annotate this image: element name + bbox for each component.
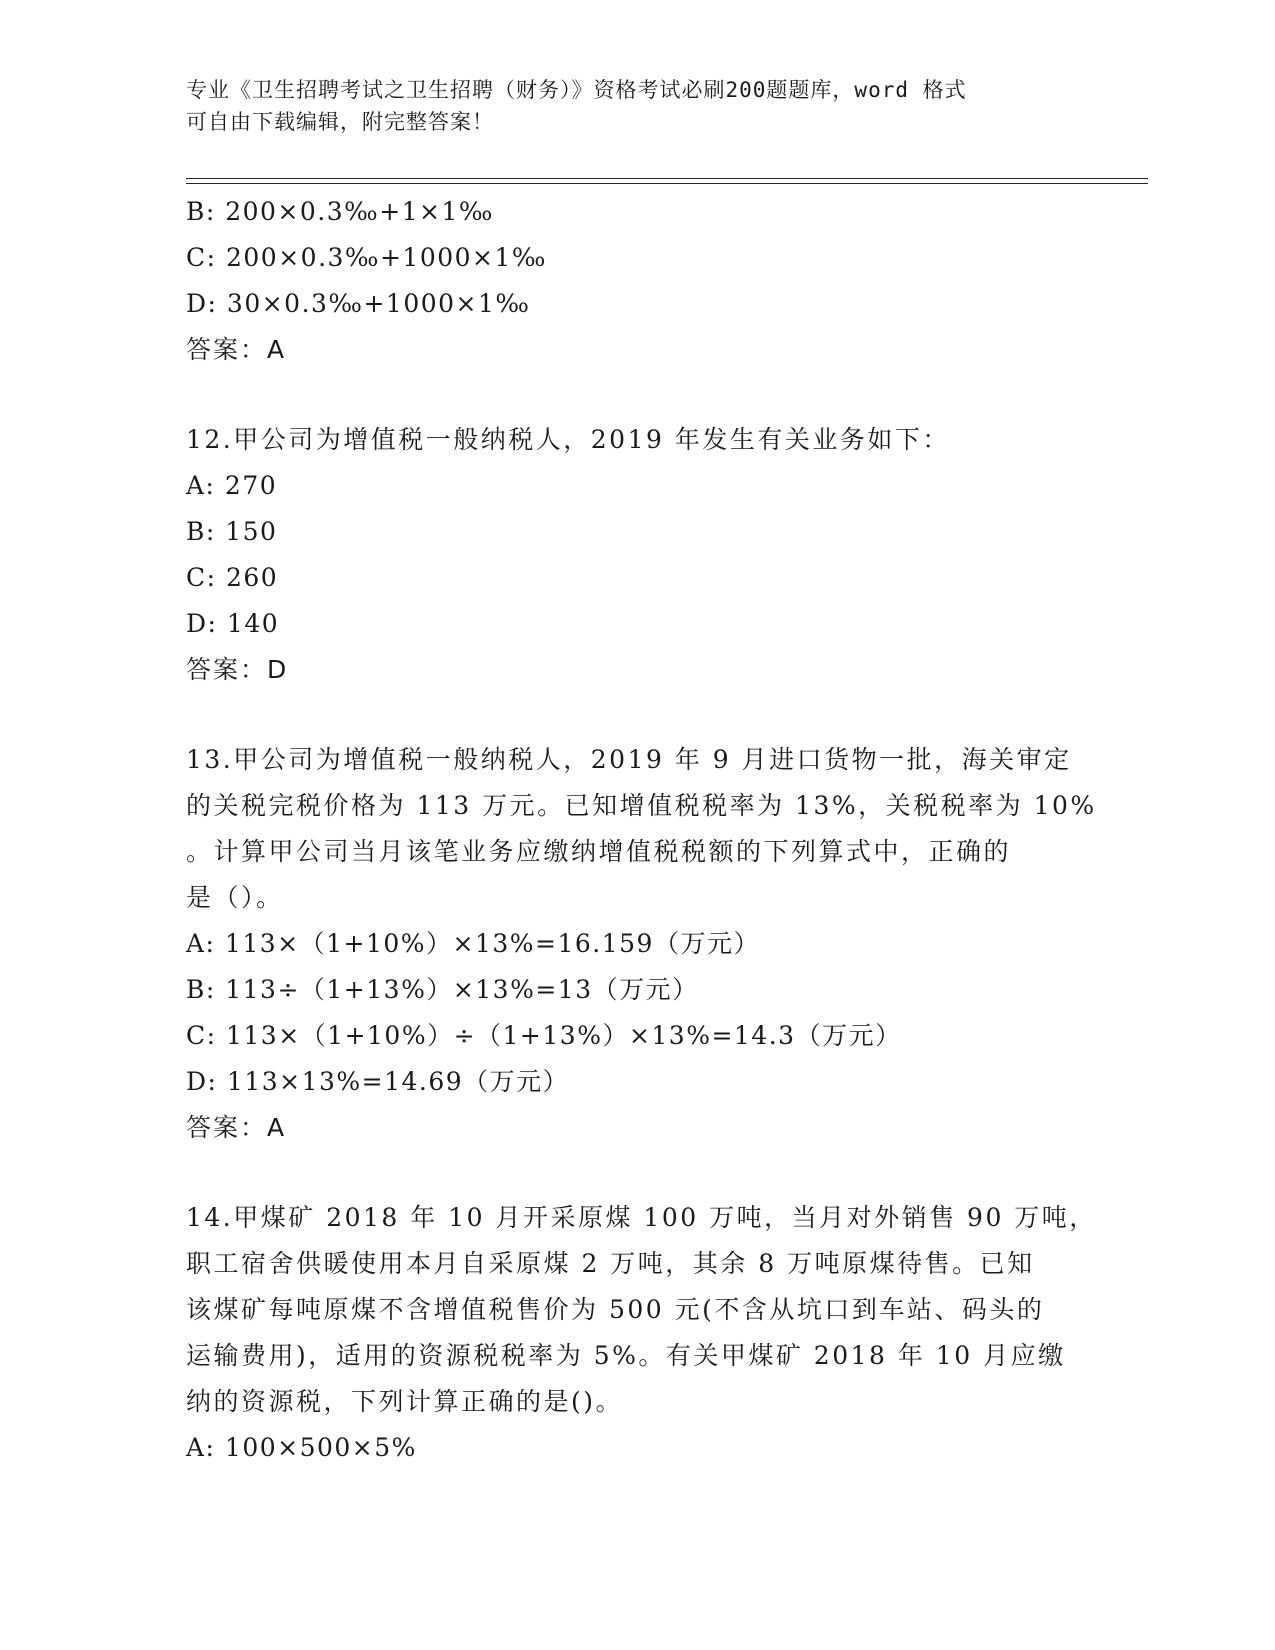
- header-divider-top: [186, 178, 1148, 179]
- q13-stem-line-1: 13.甲公司为增值税一般纳税人，2019 年 9 月进口货物一批，海关审定: [186, 745, 1072, 774]
- q13-option-c: C: 113×（1+10%）÷（1+13%）×13%=14.3（万元）: [186, 1021, 902, 1050]
- q14-stem-line-4: 运输费用)，适用的资源税税率为 5%。有关甲煤矿 2018 年 10 月应缴: [186, 1341, 1066, 1370]
- q13-option-d: D: 113×13%=14.69（万元）: [186, 1067, 570, 1096]
- header-title-line-2: 可自由下载编辑，附完整答案！: [186, 110, 494, 134]
- q12-option-a: A: 270: [186, 471, 278, 500]
- q13-option-b: B: 113÷（1+13%）×13%=13（万元）: [186, 975, 699, 1004]
- q13-option-a: A: 113×（1+10%）×13%=16.159（万元）: [186, 929, 760, 958]
- question-12: [186, 417, 1086, 693]
- q12-option-c: C: 260: [186, 563, 279, 592]
- spacer: [186, 1151, 1086, 1195]
- q12-stem: 12.甲公司为增值税一般纳税人，2019 年发生有关业务如下：: [186, 425, 950, 454]
- question-list: [186, 189, 1097, 1471]
- q14-option-a: A: 100×500×5%: [186, 1433, 417, 1462]
- q13-answer: 答案：A: [186, 1113, 287, 1142]
- q14-stem-line-5: 纳的资源税，下列计算正确的是()。: [186, 1387, 624, 1416]
- q13-stem-line-3: 。计算甲公司当月该笔业务应缴纳增值税税额的下列算式中，正确的: [186, 837, 1012, 866]
- spacer: [186, 373, 1086, 417]
- spacer: [186, 693, 1086, 737]
- q11-option-c: C: 200×0.3‰+1000×1‰: [186, 243, 547, 272]
- q11-option-d: D: 30×0.3‰+1000×1‰: [186, 289, 531, 318]
- q13-stem-line-2: 的关税完税价格为 113 万元。已知增值税税率为 13%，关税税率为 10%: [186, 791, 1097, 820]
- q13-stem-line-4: 是（）。: [186, 883, 284, 912]
- q14-stem-line-3: 该煤矿每吨原煤不含增值税售价为 500 元(不含从坑口到车站、码头的: [186, 1295, 1045, 1324]
- document-header: [186, 74, 1066, 138]
- q12-option-d: D: 140: [186, 609, 280, 638]
- header-title-line-1: 专业《卫生招聘考试之卫生招聘（财务）》资格考试必刷200题题库，word 格式: [186, 78, 967, 102]
- q14-stem-line-2: 职工宿舍供暖使用本月自采原煤 2 万吨，其余 8 万吨原煤待售。已知: [186, 1249, 1035, 1278]
- q12-option-b: B: 150: [186, 517, 278, 546]
- question-13: [186, 737, 1097, 1151]
- header-divider-bottom: [186, 183, 1148, 184]
- q11-answer: 答案：A: [186, 335, 287, 364]
- q11-option-b: B: 200×0.3‰+1×1‰: [186, 197, 494, 226]
- q12-answer: 答案：D: [186, 655, 289, 684]
- question-11-tail: [186, 189, 1086, 373]
- question-14: [186, 1195, 1097, 1471]
- q14-stem-line-1: 14.甲煤矿 2018 年 10 月开采原煤 100 万吨，当月对外销售 90 万吨，: [186, 1203, 1097, 1232]
